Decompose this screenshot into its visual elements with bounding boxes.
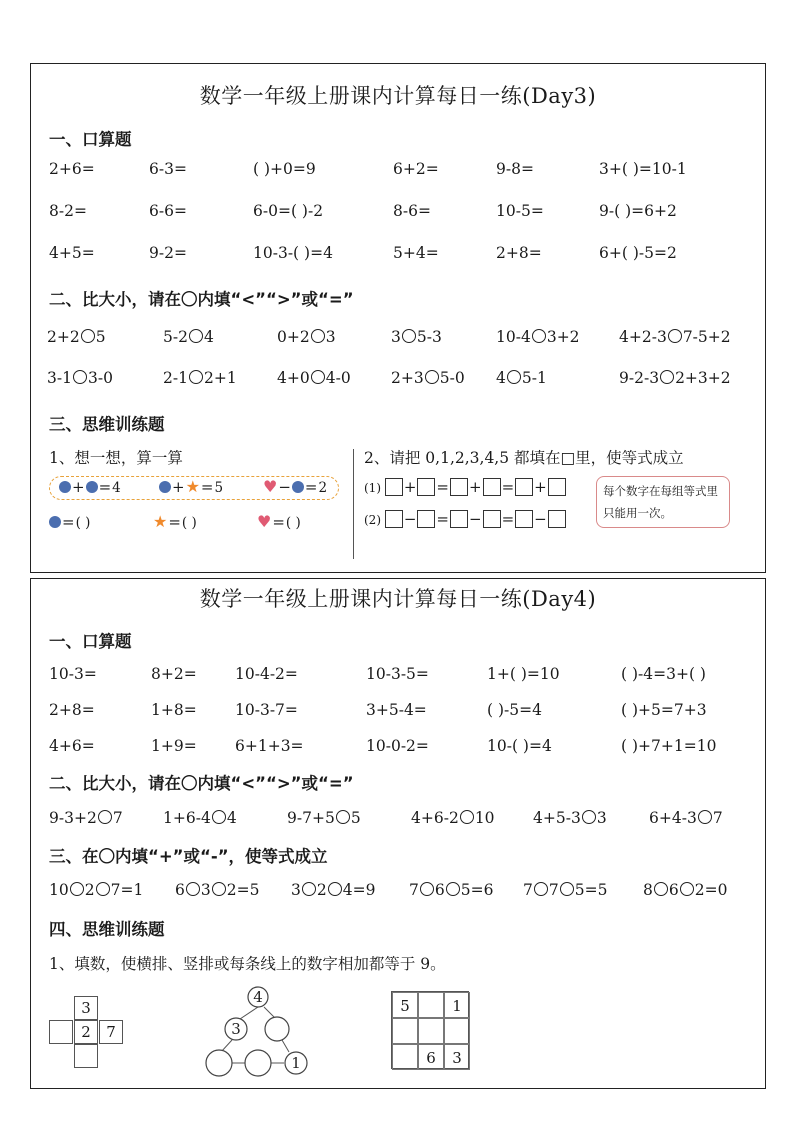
operator-item	[643, 881, 727, 899]
answer-circle[interactable]	[420, 882, 434, 896]
operand-b: 2	[316, 881, 327, 899]
answer-circle[interactable]	[402, 329, 416, 343]
operand-a: 8	[643, 881, 653, 899]
pink-heart-icon: ♥	[257, 512, 272, 531]
triangle-node-bottom-left[interactable]	[206, 1050, 232, 1076]
blank-box[interactable]	[483, 478, 501, 496]
grid-cell-r3c1[interactable]	[392, 1044, 418, 1070]
compare-right: 4-0	[325, 369, 351, 387]
calc-item[interactable]: 6-3=	[149, 160, 187, 178]
compare-item	[619, 369, 731, 387]
blue-dot-icon	[49, 516, 61, 528]
cross-cell-top: 3	[74, 996, 98, 1020]
calc-item[interactable]: 2+8=	[496, 244, 542, 262]
calc-item[interactable]: 10-3-( )=4	[253, 244, 333, 262]
compare-item	[47, 328, 106, 346]
day3-section3-heading: 三、思维训练题	[49, 415, 165, 434]
day3-section1-heading: 一、口算题	[49, 130, 132, 149]
operand-a: 6	[175, 881, 185, 899]
answer-circle[interactable]	[425, 370, 439, 384]
compare-right: 5	[350, 809, 361, 827]
answer-circle[interactable]	[81, 329, 95, 343]
triangle-node-mid-right[interactable]	[265, 1017, 289, 1041]
calc-item[interactable]: ( )-5=4	[487, 701, 542, 719]
compare-right: 3	[596, 809, 607, 827]
answer-circle[interactable]	[311, 370, 325, 384]
blank-box[interactable]	[385, 478, 403, 496]
blue-dot-icon	[159, 481, 171, 493]
compare-left: 4+0	[277, 369, 310, 387]
answer-circle[interactable]	[698, 810, 712, 824]
calc-item[interactable]: 4+6=	[49, 737, 95, 755]
compare-item	[391, 369, 465, 387]
day4-worksheet	[30, 578, 766, 1089]
calc-item[interactable]: 5+4=	[393, 244, 439, 262]
compare-item	[411, 809, 495, 827]
compare-left: 4+5-3	[533, 809, 581, 827]
calc-item[interactable]: 4+5=	[49, 244, 95, 262]
compare-left: 3	[391, 328, 401, 346]
answer-circle[interactable]	[446, 882, 460, 896]
compare-item	[496, 328, 580, 346]
operand-c-result: 2=0	[694, 881, 728, 899]
day3-q1-answer-dot: =( )	[49, 513, 90, 531]
answer-circle[interactable]	[212, 882, 226, 896]
calc-item[interactable]: ( )+5=7+3	[621, 701, 707, 719]
day3-q1-eq2: +★=5	[159, 478, 223, 496]
cross-cell-right: 7	[99, 1020, 123, 1044]
calc-item[interactable]: 8+2=	[151, 665, 197, 683]
calc-item[interactable]: 9-8=	[496, 160, 534, 178]
answer-circle[interactable]	[582, 810, 596, 824]
grid-cell-r1c3: 1	[444, 992, 470, 1018]
blank-box[interactable]	[450, 510, 468, 528]
orange-star-icon: ★	[153, 512, 168, 531]
triangle-puzzle	[201, 981, 321, 1079]
compare-right: 7-5+2	[682, 328, 731, 346]
compare-right: 2+1	[203, 369, 237, 387]
q2-label-2: (2)	[364, 513, 381, 527]
operand-a: 3	[291, 881, 301, 899]
calc-item[interactable]: 9-2=	[149, 244, 187, 262]
operand-c-result: 2=5	[226, 881, 260, 899]
operator-item	[291, 881, 375, 899]
grid-cell-r2c3[interactable]	[444, 1018, 470, 1044]
blank-box[interactable]	[515, 510, 533, 528]
compare-item	[277, 328, 336, 346]
compare-item	[163, 369, 237, 387]
blue-dot-icon	[292, 481, 304, 493]
blue-dot-icon	[86, 481, 98, 493]
answer-circle[interactable]	[660, 370, 674, 384]
grid-cell-r1c2[interactable]	[418, 992, 444, 1018]
operand-a: 7	[523, 881, 533, 899]
blank-box[interactable]	[483, 510, 501, 528]
compare-left: 4	[496, 369, 506, 387]
day3-q1-answer-star: ★=( )	[153, 512, 197, 531]
compare-left: 5-2	[163, 328, 188, 346]
compare-left: 2+3	[391, 369, 424, 387]
compare-right: 5-3	[416, 328, 442, 346]
day4-section3-heading: 三、在〇内填“+”或“-”，使等式成立	[49, 847, 328, 866]
operand-c-result: 4=9	[342, 881, 376, 899]
operand-b: 2	[84, 881, 95, 899]
day3-q1-eq3: ♥− =2	[263, 477, 328, 496]
triangle-value-mid-left: 3	[231, 1020, 241, 1038]
blank-box[interactable]	[417, 510, 435, 528]
answer-circle[interactable]	[507, 370, 521, 384]
answer-circle[interactable]	[96, 882, 110, 896]
calc-item[interactable]: 2+8=	[49, 701, 95, 719]
compare-right: 5	[95, 328, 106, 346]
answer-circle[interactable]	[212, 810, 226, 824]
blank-box[interactable]	[385, 510, 403, 528]
compare-right: 2+3+2	[675, 369, 731, 387]
calc-item[interactable]: 9-( )=6+2	[599, 202, 677, 220]
grid-cell-r1c1: 5	[392, 992, 418, 1018]
calc-item[interactable]: 10-3-5=	[366, 665, 429, 683]
day4-title: 数学一年级上册课内计算每日一练(Day4)	[199, 587, 597, 611]
calc-item[interactable]: 2+6=	[49, 160, 95, 178]
answer-circle[interactable]	[460, 810, 474, 824]
operand-c-result: 5=5	[574, 881, 608, 899]
day3-q1-eq1: + =4	[59, 478, 121, 496]
answer-slot[interactable]: ( )	[181, 515, 197, 531]
compare-item	[49, 809, 123, 827]
day4-section4-heading: 四、思维训练题	[49, 920, 165, 939]
operand-a: 10	[49, 881, 69, 899]
blank-box[interactable]	[548, 510, 566, 528]
operand-c-result: 5=6	[460, 881, 494, 899]
compare-right: 7	[712, 809, 723, 827]
day3-q1-eq3-value: 2	[318, 480, 328, 496]
answer-slot[interactable]: ( )	[285, 515, 301, 531]
compare-left: 4+6-2	[411, 809, 459, 827]
compare-right: 5-0	[439, 369, 465, 387]
calc-item[interactable]: 8-2=	[49, 202, 87, 220]
compare-item	[649, 809, 723, 827]
answer-circle[interactable]	[668, 329, 682, 343]
operand-c-result: 7=1	[110, 881, 144, 899]
answer-circle[interactable]	[189, 370, 203, 384]
calc-item[interactable]: ( )+7+1=10	[621, 737, 717, 755]
answer-circle[interactable]	[532, 329, 546, 343]
calc-item[interactable]: 10-0-2=	[366, 737, 429, 755]
calc-item[interactable]: 1+8=	[151, 701, 197, 719]
operator-item	[409, 881, 493, 899]
answer-circle[interactable]	[328, 882, 342, 896]
answer-circle[interactable]	[680, 882, 694, 896]
compare-left: 9-7+5	[287, 809, 335, 827]
answer-circle[interactable]	[302, 882, 316, 896]
compare-item	[391, 328, 442, 346]
calc-item[interactable]: ( )-4=3+( )	[621, 665, 706, 683]
answer-circle[interactable]	[98, 810, 112, 824]
compare-right: 4	[203, 328, 214, 346]
answer-slot[interactable]: ( )	[75, 515, 91, 531]
day3-title: 数学一年级上册课内计算每日一练(Day3)	[199, 84, 597, 108]
q2-label-1: (1)	[364, 481, 381, 495]
answer-circle[interactable]	[560, 882, 574, 896]
day3-q2-eq1: (1) + = + = +	[364, 478, 566, 496]
day3-q1-answer-heart: ♥=( )	[257, 512, 301, 531]
compare-left: 2+2	[47, 328, 80, 346]
calc-item[interactable]: 10-5=	[496, 202, 544, 220]
magic-grid-puzzle	[391, 991, 469, 1069]
cross-cell-center: 2	[74, 1020, 98, 1044]
calc-item[interactable]: 10-( )=4	[487, 737, 552, 755]
answer-circle[interactable]	[70, 882, 84, 896]
day4-section1-heading: 一、口算题	[49, 632, 132, 651]
pink-heart-icon: ♥	[263, 477, 278, 496]
compare-left: 1+6-4	[163, 809, 211, 827]
calc-item[interactable]: 1+9=	[151, 737, 197, 755]
blank-box[interactable]	[450, 478, 468, 496]
operand-a: 7	[409, 881, 419, 899]
grid-cell-r3c3: 3	[444, 1044, 470, 1070]
blank-box[interactable]	[548, 478, 566, 496]
day4-section2-heading: 二、比大小，请在〇内填“<”“>”或“=”	[49, 774, 354, 793]
compare-right: 7	[112, 809, 123, 827]
compare-left: 9-2-3	[619, 369, 660, 387]
cross-cell-bottom[interactable]	[74, 1044, 98, 1068]
compare-right: 10	[474, 809, 495, 827]
compare-right: 4	[226, 809, 237, 827]
operand-b: 6	[668, 881, 679, 899]
day3-worksheet	[30, 63, 766, 573]
blank-box[interactable]	[417, 478, 435, 496]
calc-item[interactable]: 3+5-4=	[366, 701, 427, 719]
day3-q2-note: 每个数字在每组等式里只能用一次。	[596, 476, 730, 528]
compare-left: 4+2-3	[619, 328, 667, 346]
compare-item	[47, 369, 113, 387]
compare-item	[277, 369, 351, 387]
compare-right: 3+2	[546, 328, 580, 346]
answer-circle[interactable]	[336, 810, 350, 824]
answer-circle[interactable]	[311, 329, 325, 343]
calc-item[interactable]: 8-6=	[393, 202, 431, 220]
orange-star-icon: ★	[185, 477, 200, 496]
calc-item[interactable]: 6-0=( )-2	[253, 202, 324, 220]
day3-q1-eq2-value: 5	[214, 480, 224, 496]
day4-q1-title: 1、填数，使横排、竖排或每条线上的数字相加都等于 9。	[49, 955, 446, 973]
answer-circle[interactable]	[654, 882, 668, 896]
blue-dot-icon	[59, 481, 71, 493]
answer-circle[interactable]	[73, 370, 87, 384]
calc-item[interactable]: 6+1+3=	[235, 737, 304, 755]
day3-q2-eq2: (2) − = − = −	[364, 510, 566, 528]
compare-left: 10-4	[496, 328, 531, 346]
compare-item	[619, 328, 731, 346]
triangle-node-bottom-mid[interactable]	[245, 1050, 271, 1076]
answer-circle[interactable]	[534, 882, 548, 896]
calc-item[interactable]: 3+( )=10-1	[599, 160, 687, 178]
answer-circle[interactable]	[186, 882, 200, 896]
calc-item[interactable]: 10-3-7=	[235, 701, 298, 719]
operand-b: 3	[200, 881, 211, 899]
calc-item[interactable]: 6+2=	[393, 160, 439, 178]
calc-item[interactable]: 1+( )=10	[487, 665, 560, 683]
day3-q1-title: 1、想一想，算一算	[49, 449, 183, 467]
compare-left: 6+4-3	[649, 809, 697, 827]
cross-cell-left[interactable]	[49, 1020, 73, 1044]
operand-b: 7	[548, 881, 559, 899]
grid-cell-r3c2: 6	[418, 1044, 444, 1070]
day3-column-divider	[353, 449, 354, 559]
triangle-value-top: 4	[253, 988, 263, 1006]
grid-cell-r2c2[interactable]	[418, 1018, 444, 1044]
day3-q2-title: 2、请把 0,1,2,3,4,5 都填在□里，使等式成立	[364, 449, 684, 467]
calc-item[interactable]: 10-4-2=	[235, 665, 298, 683]
compare-item	[287, 809, 361, 827]
operator-item	[175, 881, 259, 899]
compare-right: 3-0	[87, 369, 113, 387]
day3-q1-eq1-value: 4	[112, 480, 121, 496]
blank-box[interactable]	[515, 478, 533, 496]
compare-item	[163, 328, 214, 346]
calc-item[interactable]: 6-6=	[149, 202, 187, 220]
grid-cell-r2c1[interactable]	[392, 1018, 418, 1044]
compare-item	[163, 809, 237, 827]
compare-left: 9-3+2	[49, 809, 97, 827]
operator-item	[49, 881, 143, 899]
operator-item	[523, 881, 607, 899]
compare-item	[496, 369, 547, 387]
compare-right: 5-1	[521, 369, 547, 387]
answer-circle[interactable]	[189, 329, 203, 343]
calc-item[interactable]: 10-3=	[49, 665, 97, 683]
compare-left: 2-1	[163, 369, 188, 387]
operand-b: 6	[434, 881, 445, 899]
compare-item	[533, 809, 607, 827]
calc-item[interactable]: ( )+0=9	[253, 160, 316, 178]
compare-left: 0+2	[277, 328, 310, 346]
calc-item[interactable]: 6+( )-5=2	[599, 244, 677, 262]
triangle-value-bottom-right: 1	[291, 1054, 301, 1072]
day3-section2-heading: 二、比大小，请在〇内填“<”“>”或“=”	[49, 290, 354, 309]
compare-left: 3-1	[47, 369, 72, 387]
compare-right: 3	[325, 328, 336, 346]
